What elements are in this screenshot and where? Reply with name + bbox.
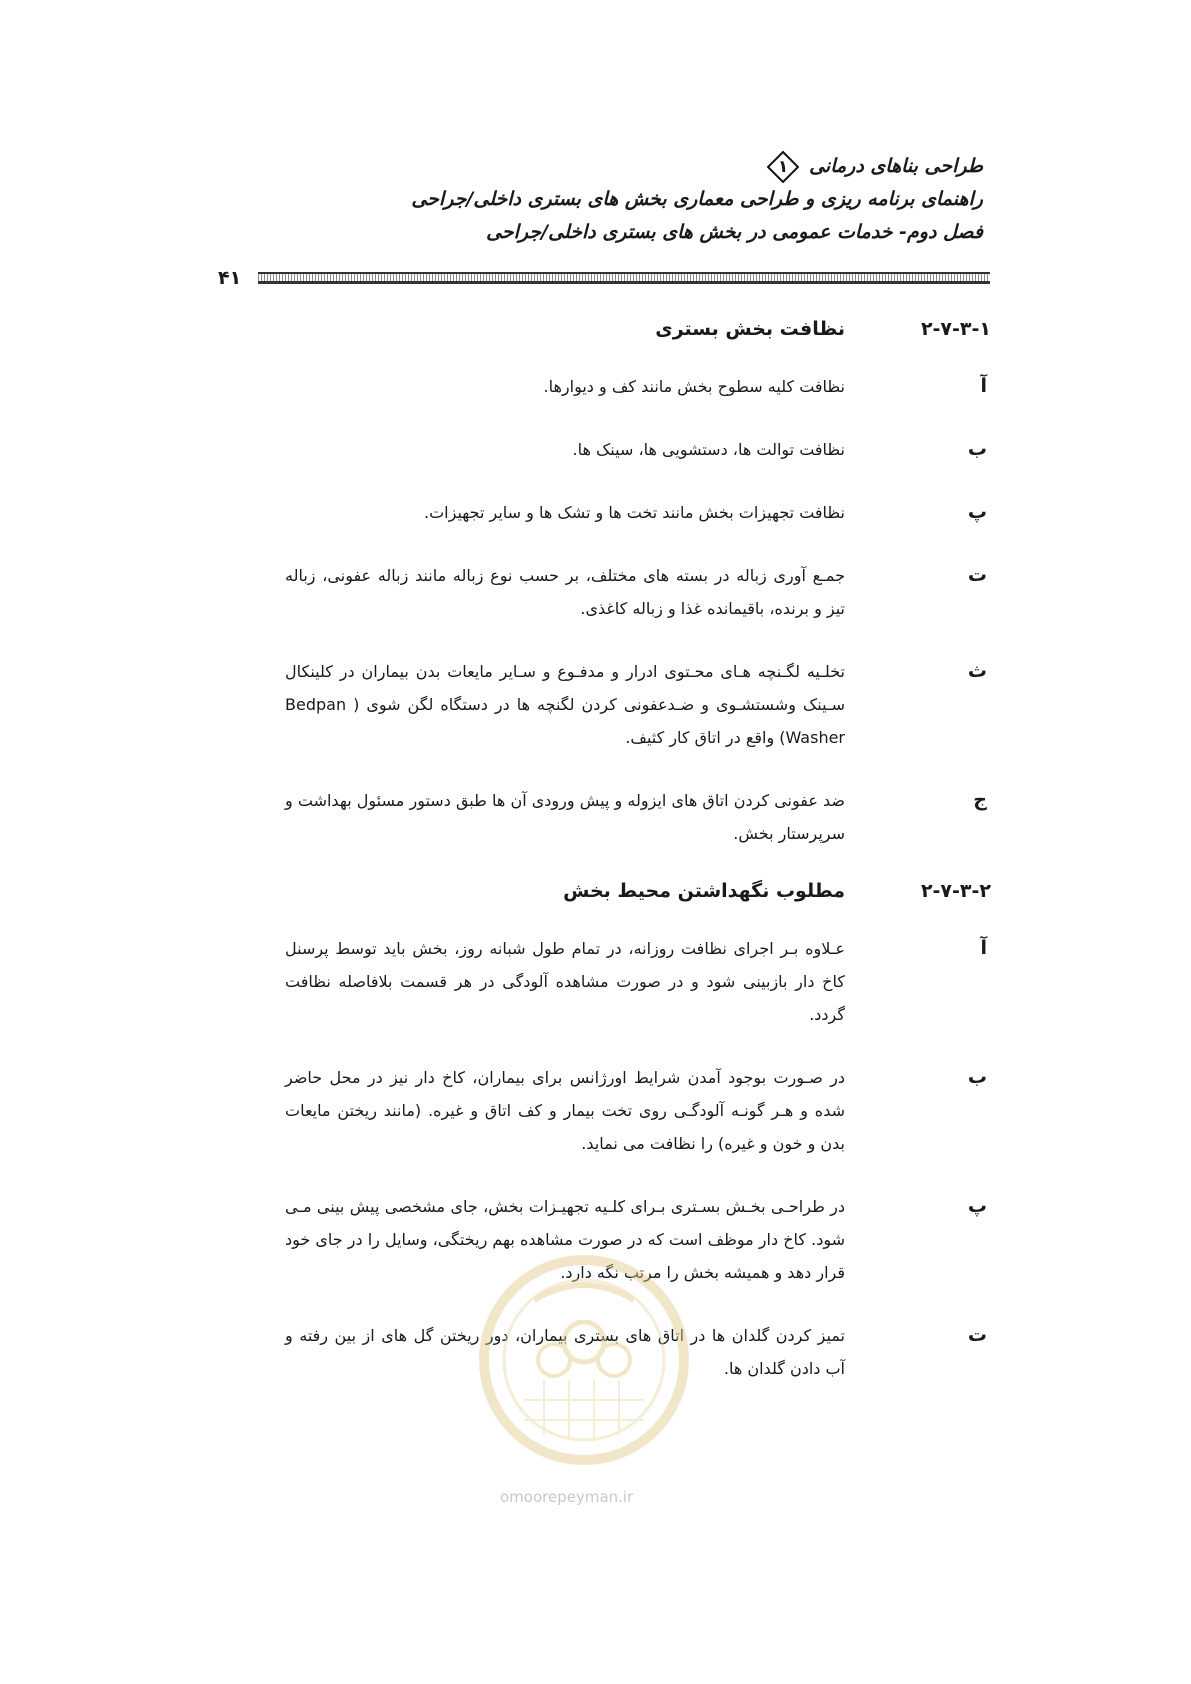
item-text: نظافت تجهیزات بخش مانند تخت ها و تشک ها و سایر تجهیزات.: [424, 503, 845, 522]
section-heading: [201, 880, 991, 902]
header-book-title-row: [203, 150, 983, 183]
list-item: [201, 932, 991, 1031]
item-letter: ت: [967, 564, 987, 586]
volume-number: ۱: [777, 156, 789, 177]
item-text: تخلـیه لگـنچه هـای محـتوی ادرار و مدفـوع و سـایر مایعات بدن بیماران در کلینکال سـینک وشستشـوی و ضـدعفونی کردن لگنچه ها در دستگاه لگن شوی ( Bedpan Washer) واقع در اتاق کار کثیف.: [285, 662, 845, 747]
item-letter: ت: [967, 1324, 987, 1346]
header-chapter-title: فصل دوم- خدمات عمومی در بخش های بستری داخلی/جراحی: [486, 221, 983, 243]
item-text: نظافت کلیه سطوح بخش مانند کف و دیوارها.: [543, 377, 845, 396]
item-text: تمیز کردن گلدان ها در اتاق های بستری بیماران، دور ریختن گل های از بین رفته و آب دادن گلدان ها.: [285, 1326, 845, 1378]
list-item: [201, 433, 991, 466]
item-letter: آ: [980, 375, 987, 397]
item-letter: پ: [967, 1195, 987, 1217]
list-item: [201, 1190, 991, 1289]
section-number: ۲-۷-۳-۱: [920, 318, 991, 340]
page-number: ۴۱: [218, 267, 242, 289]
list-item: [201, 1061, 991, 1160]
item-text: ضد عفونی کردن اتاق های ایزوله و پیش ورودی آن ها طبق دستور مسئول بهداشت و سرپرستار بخش.: [285, 791, 845, 843]
running-header: [203, 150, 983, 249]
item-text: عـلاوه بـر اجرای نظافت روزانه، در تمام طول شبانه روز، بخش باید توسط پرسنل کاخ دار بازبینی شود و در صورت مشاهده آلودگی در هر قسمت بلافاصله نظافت گردد.: [285, 939, 845, 1024]
header-book-title: طراحی بناهای درمانی: [809, 155, 983, 177]
item-text: جمـع آوری زباله در بسته های مختلف، بر حسب نوع زباله مانند زباله عفونی، زباله تیز و برنده، باقیمانده غذا و زباله کاغذی.: [285, 566, 845, 618]
header-divider: [258, 272, 990, 284]
list-item: [201, 559, 991, 625]
item-letter: آ: [980, 937, 987, 959]
list-item: [201, 784, 991, 850]
item-letter: ج: [973, 789, 987, 811]
header-guide-title: راهنمای برنامه ریزی و طراحی معماری بخش های بستری داخلی/جراحی: [411, 188, 983, 210]
watermark-url: omoorepeyman.ir: [500, 1488, 634, 1506]
section-title: مطلوب نگهداشتن محیط بخش: [563, 880, 845, 902]
list-item: [201, 655, 991, 754]
item-letter: پ: [967, 501, 987, 523]
list-item: [201, 496, 991, 529]
volume-badge: [767, 151, 799, 183]
item-text: در صـورت بوجود آمدن شرایط اورژانس برای بیماران، کاخ دار نیز در محل حاضر شده و هـر گونـه آلودگـی روی تخت بیمار و کف اتاق و غیره. (مانند ریختن مایعات بدن و خون و غیره) را نظافت می نماید.: [285, 1068, 845, 1153]
section-number: ۲-۷-۳-۲: [920, 880, 991, 902]
section-title: نظافت بخش بستری: [655, 318, 845, 340]
header-rule-row: [218, 266, 990, 290]
page-body: [201, 318, 991, 1415]
item-letter: ب: [967, 438, 987, 460]
item-text: نظافت توالت ها، دستشویی ها، سینک ها.: [572, 440, 845, 459]
item-text: در طراحـی بخـش بسـتری بـرای کلـیه تجهیـزات بخش، جای مشخصی پیش بینی مـی شود. کاخ دار موظف است که در صورت مشاهده بهم ریختگی، وسایل را در جای خود قرار دهد و همیشه بخش را مرتب نگه دارد.: [285, 1197, 845, 1282]
section-heading: [201, 318, 991, 340]
list-item: [201, 370, 991, 403]
list-item: [201, 1319, 991, 1385]
item-letter: ث: [967, 660, 987, 682]
item-letter: ب: [967, 1066, 987, 1088]
